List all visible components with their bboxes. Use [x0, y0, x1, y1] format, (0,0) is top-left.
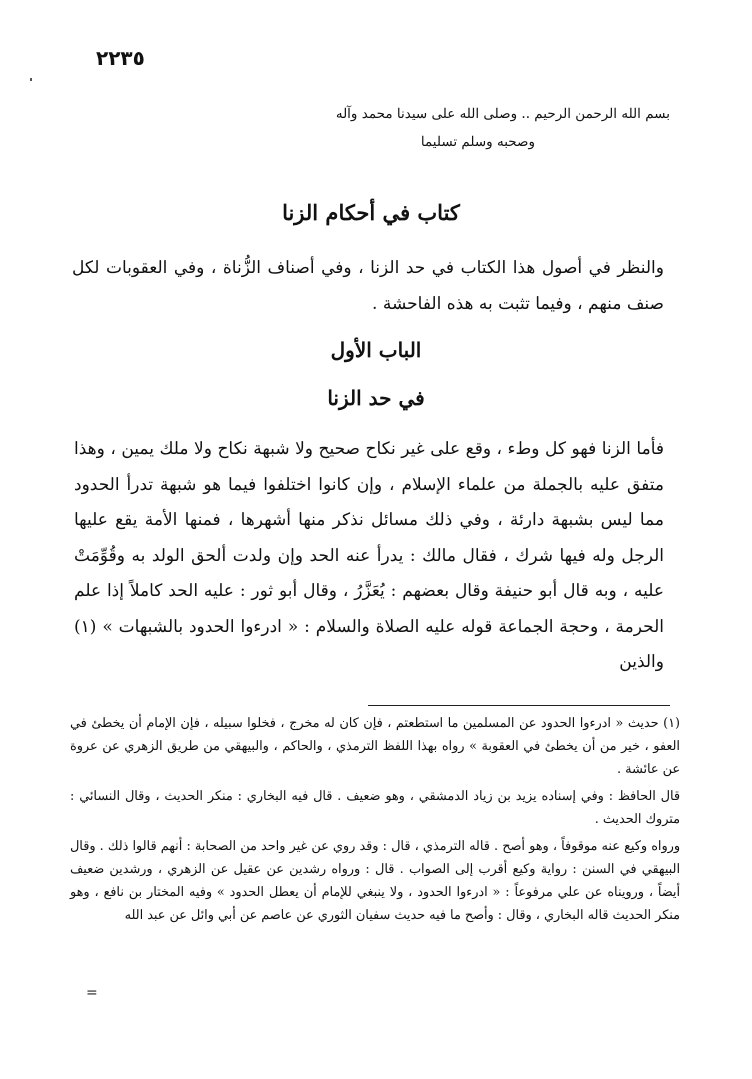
basmala-line-1: بسم الله الرحمن الرحيم .. وصلى الله على سيدنا محمد وآله	[335, 106, 670, 122]
intro-paragraph	[72, 250, 664, 322]
scan-speck	[30, 78, 32, 81]
footnotes	[70, 712, 680, 931]
basmala-line-2: وصحبه وسلم تسليما	[420, 134, 535, 150]
intro-text: والنظر في أصول هذا الكتاب في حد الزنا ، وفي أصناف الزُّناة ، وفي العقوبات لكل صنف منهم ، وفيما تثبت به هذه الفاحشة .	[72, 258, 664, 314]
chapter-subtitle: في حد الزنا	[327, 386, 425, 410]
footnote-3: ورواه وكيع عنه موقوفاً ، وهو أصح . قاله الترمذي ، قال : وقد روي عن غير واحد من الصحابة : أنهم قالوا ذلك . وقال البيهقي في السنن : رواية وكيع أقرب إلى الصواب . قال : ورواه رشدين عن عقيل عن الزهري ، ورشدين ضعيف أيضاً ، ورويناه عن علي مرفوعاً : « ادرءوا الحدود ، ولا ينبغي للإمام أن يعطل الحدود » وفيه المختار بن نافع ، وهو منكر الحديث قاله البخاري ، وقال : وأصح ما فيه حديث سفيان الثوري عن عاصم عن أبي وائل عن عبد الله	[70, 839, 680, 923]
footnote-1: (١) حديث « ادرءوا الحدود عن المسلمين ما استطعتم ، فإن كان له مخرج ، فخلوا سبيله ، فإن الإمام أن يخطئ في العفو ، خير من أن يخطئ في العقوبة » رواه بهذا اللفظ الترمذي ، والحاكم ، والبيهقي من طريق الزهري عن عروة عن عائشة .	[70, 716, 680, 777]
basmala-block	[230, 100, 670, 156]
book-title: كتاب في أحكام الزنا	[282, 200, 460, 225]
footnote-2: قال الحافظ : وفي إسناده يزيد بن زياد الدمشقي ، وهو ضعيف . قال فيه البخاري : منكر الحديث ، وقال النسائي : متروك الحديث .	[70, 789, 680, 827]
footnote-divider	[368, 705, 670, 706]
chapter-title: الباب الأول	[330, 338, 422, 362]
continuation-mark: =	[86, 985, 98, 1001]
page-number: ٢٢٣٥	[96, 46, 145, 70]
main-text: فأما الزنا فهو كل وطء ، وقع على غير نكاح صحيح ولا شبهة نكاح ولا ملك يمين ، وهذا متفق عليه بالجملة من علماء الإسلام ، وإن كانوا اختلفوا فيما هو شبهة تدرأ الحدود مما ليس بشبهة دارئة ، وفي ذلك مسائل نذكر منها أشهرها ، فمنها الأمة يقع عليها الرجل وله فيها شرك ، فقال مالك : يدرأ عنه الحد وإن ولدت ألحق الولد به وقُوِّمَتْ عليه ، وبه قال أبو حنيفة وقال بعضهم : يُعَزَّرُ ، وقال أبو ثور : عليه الحد كاملاً إذا علم الحرمة ، وحجة الجماعة قوله عليه الصلاة والسلام : « ادرءوا الحدود بالشبهات » (١) والذين	[74, 439, 664, 672]
main-paragraph	[74, 432, 664, 681]
